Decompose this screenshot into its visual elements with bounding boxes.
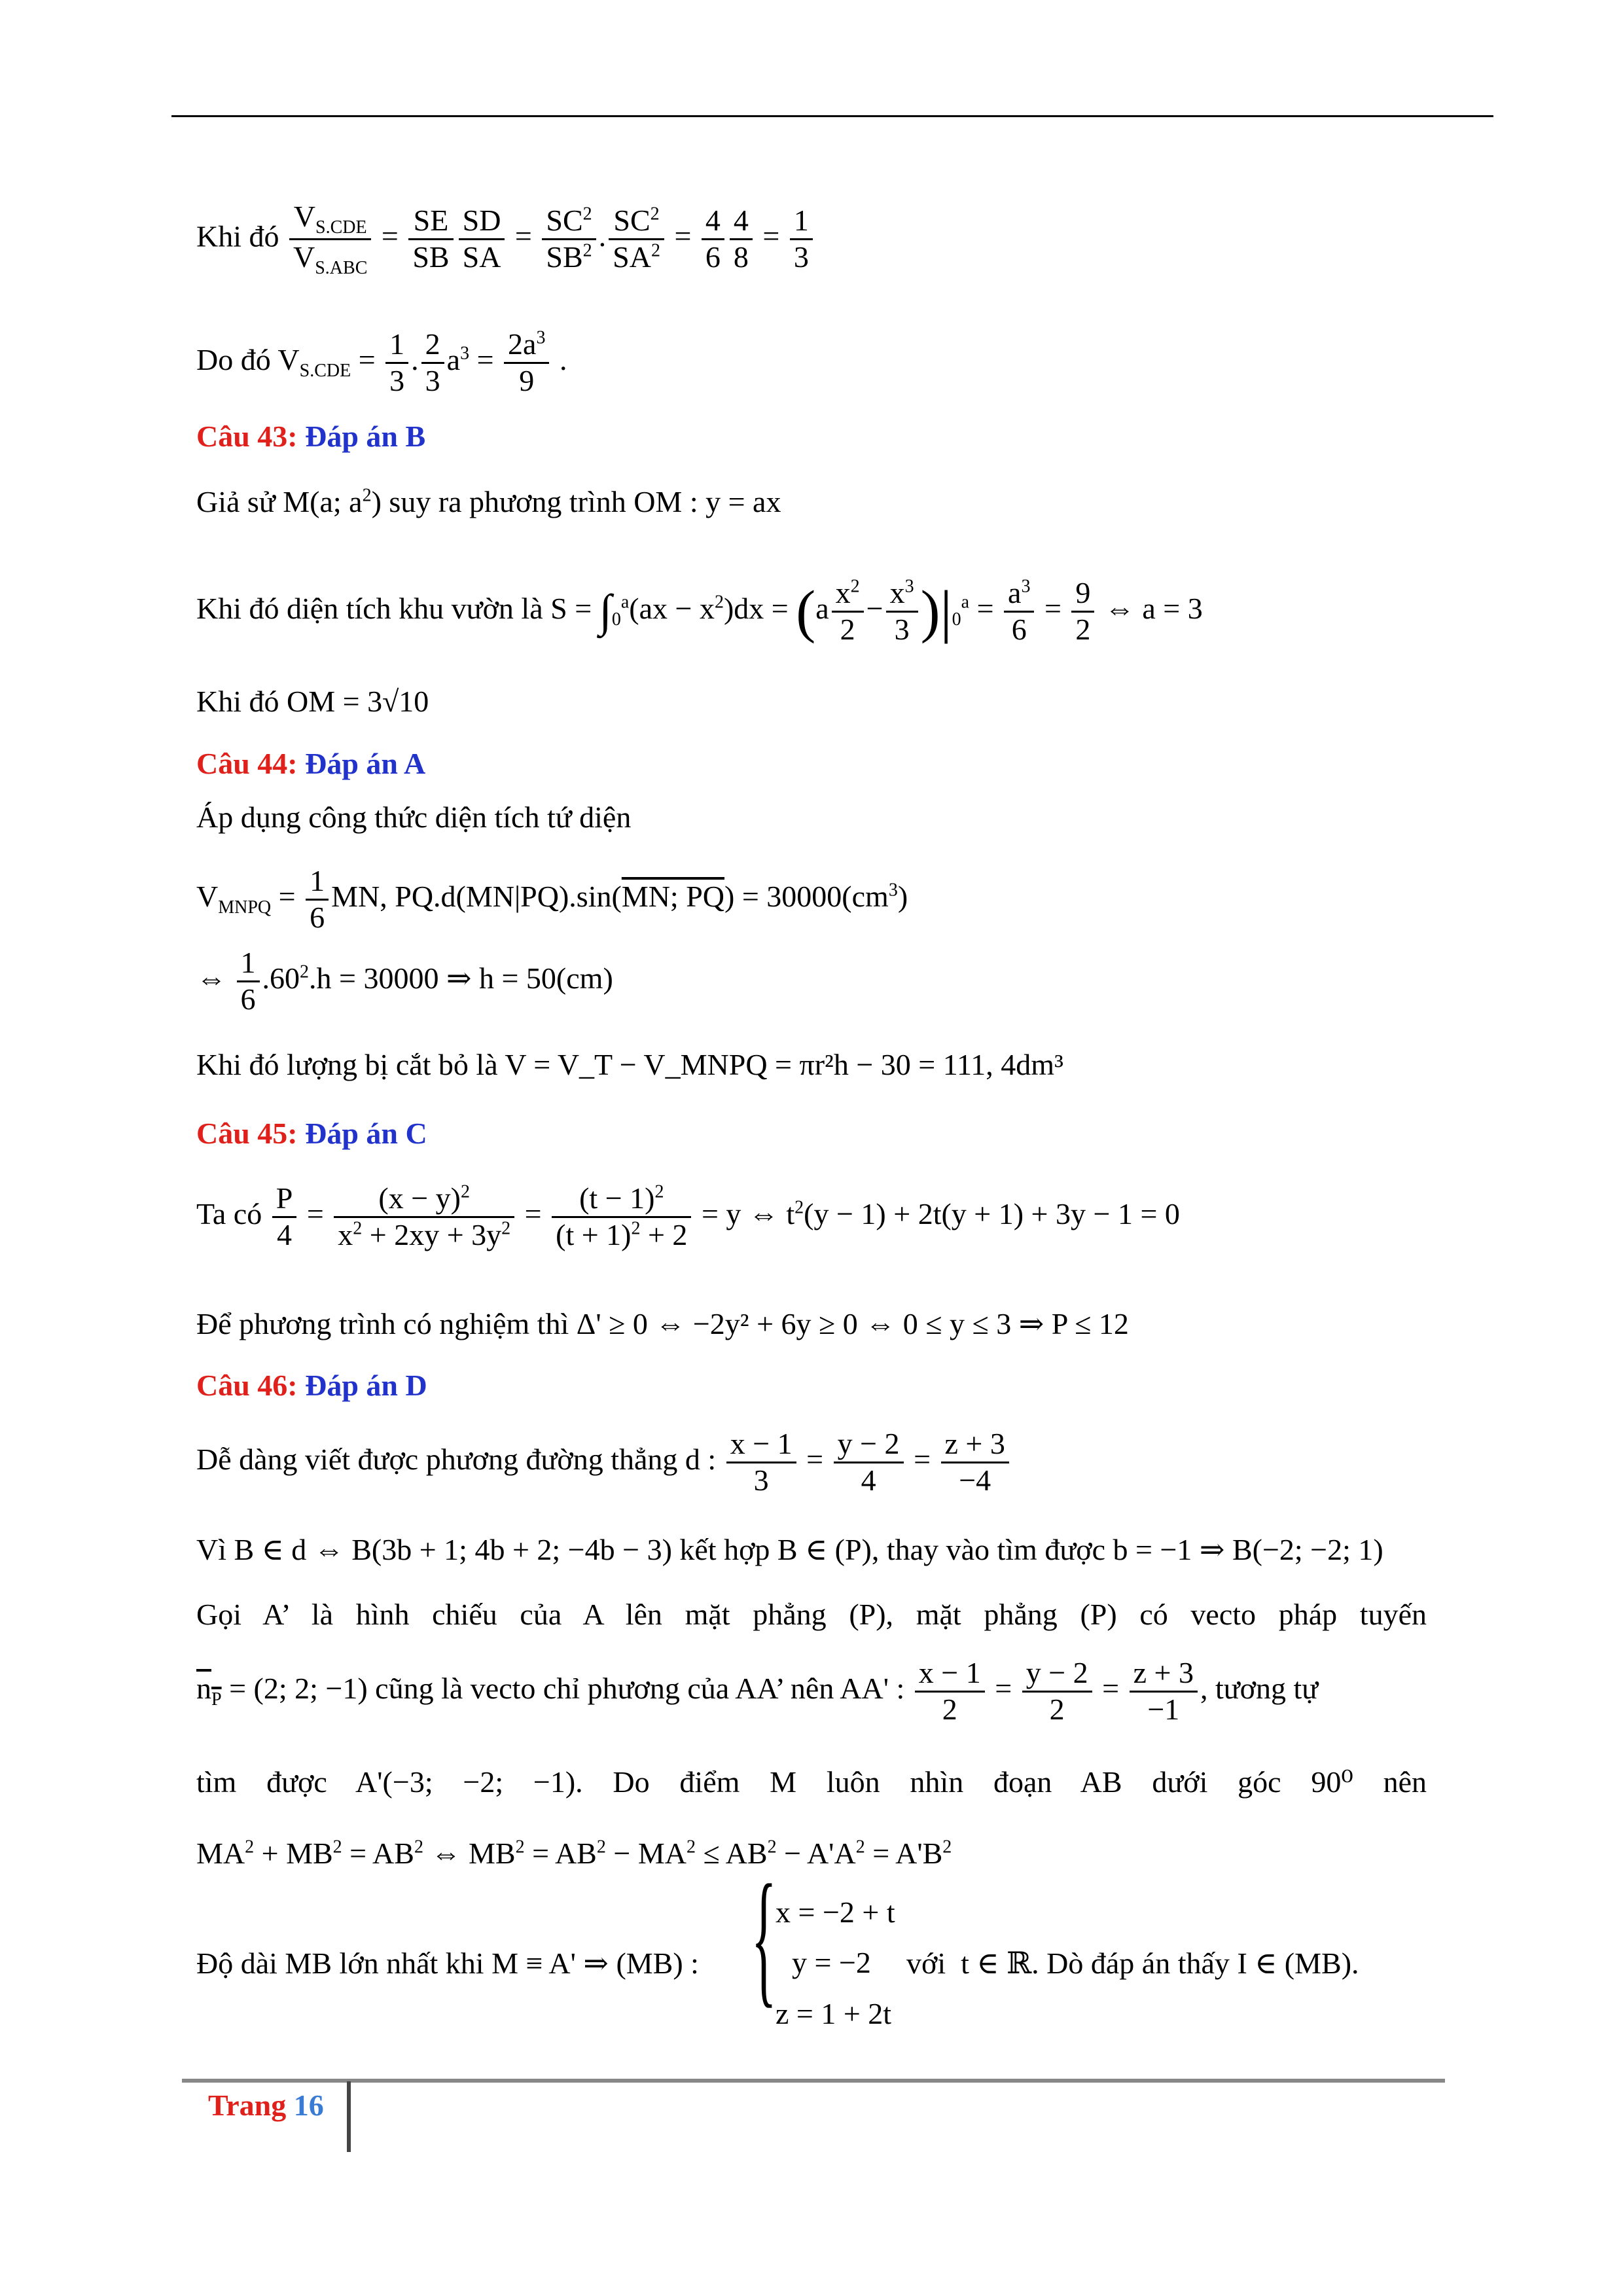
q46-l5-mid: Do điểm M luôn nhìn đoạn AB dưới góc xyxy=(613,1765,1281,1799)
q45-l2-math: Δ' ≥ 0 ⇔ −2y² + 6y ≥ 0 ⇔ 0 ≤ y ≤ 3 ⇒ P ≤ 12 xyxy=(576,1307,1129,1340)
q46-l2-math1: B ∈ d ⇔ B(3b + 1; 4b + 2; −4b − 3) xyxy=(234,1533,672,1566)
page-number xyxy=(208,2088,324,2123)
system-eq-3: z = 1 + 2t xyxy=(776,1997,892,2030)
q43-label: Câu 43: xyxy=(196,420,298,453)
q45-line2 xyxy=(196,1306,1129,1341)
q46-l5-tail: nên xyxy=(1383,1765,1427,1799)
q46-l7-lead: Độ dài MB lớn nhất khi xyxy=(196,1946,484,1980)
q46-l7-tail: . Dò đáp án thấy xyxy=(1031,1946,1230,1980)
page-label: Trang xyxy=(208,2089,287,2122)
q42-ratio-math: $\frac{V_{S.CDE}}{V_{S.ABC}}$ = $\frac{SE}{SB}$ $\frac{SD}{SA}$ = $\frac{SC^2}{SB^2}$ . $\frac{SC^2}{SA^2}$ = $\frac{4}{6}$ $\frac{4}{8}$ = $\frac{1}{3}$ xyxy=(287,219,815,253)
q44-line3: ⇔ $\frac{1}{6}$ $.60^2.h = 30000$ ⇒ h = 50(cm) xyxy=(196,946,613,1016)
q46-heading xyxy=(196,1368,427,1403)
q43-line1: Giả sử M(a; $a^2$) suy ra phương trình OM : y = ax xyxy=(196,485,781,518)
q46-l2-lead: Vì xyxy=(196,1533,226,1566)
q43-l1-lead: Giả sử xyxy=(196,485,276,518)
footer-rule xyxy=(182,2079,1445,2083)
q43-line3 xyxy=(196,684,429,719)
q46-l2-mid1: kết hợp xyxy=(679,1533,770,1566)
q43-heading xyxy=(196,419,425,454)
q46-l4-mid: cũng là vecto chỉ phương của AA’ nên xyxy=(375,1671,834,1705)
q43-l1-eq: OM : y = ax xyxy=(633,485,781,518)
footer-divider xyxy=(347,2081,351,2152)
q46-l2-math3: b = −1 ⇒ B(−2; −2; 1) xyxy=(1113,1533,1383,1566)
q46-l2-math2: B ∈ (P) xyxy=(777,1533,872,1566)
q45-label: Câu 45: xyxy=(196,1117,298,1150)
q44-l4-lead: Khi đó lượng bị cắt bỏ là xyxy=(196,1048,498,1081)
q46-l2-mid2: , thay vào tìm được xyxy=(871,1533,1106,1566)
q46-l7-end: I ∈ (MB). xyxy=(1237,1946,1359,1980)
q45-answer: Đáp án C xyxy=(305,1117,427,1150)
page-value: 16 xyxy=(293,2089,324,2122)
system-eq-1: x = −2 + t xyxy=(776,1895,895,1929)
q46-line2 xyxy=(196,1532,1383,1567)
q46-l5-angle: 90⁰ xyxy=(1311,1765,1353,1799)
q44-l4-math: V = V_T − V_MNPQ = πr²h − 30 = 111, 4dm³ xyxy=(505,1048,1063,1081)
q46-line7-tail xyxy=(906,1945,1359,1981)
q42-volume-line: Do đó $V_{S.CDE}$ = $\frac{1}{3}$ . $\frac{2}{3}$ $a^3$ = $\frac{2a^3}{9}$ . xyxy=(196,327,567,397)
q44-answer: Đáp án A xyxy=(305,747,426,780)
q46-line7 xyxy=(196,1945,699,1981)
q46-l5-lead: tìm được xyxy=(196,1765,327,1799)
q43-l3-math: OM = 3√10 xyxy=(287,685,429,718)
q46-l1-lead: Dễ dàng viết được phương đường thẳng xyxy=(196,1442,678,1476)
q44-line2: $V_{MNPQ}$ = $\frac{1}{6}$ MN, PQ.d(MN|PQ).sin(MN; $PQ) = 30000(cm^3)$ xyxy=(196,864,908,934)
q46-l4-tail: , tương tự xyxy=(1200,1671,1319,1705)
q45-l1-lead: Ta có xyxy=(196,1196,262,1230)
q43-l3-lead: Khi đó xyxy=(196,685,279,718)
q46-line4: $n_P = (2$; 2; −1) cũng là vecto chỉ phương của AA’ nên AA' : $\frac{x - 1}{2}$ = $\frac{y - 2}{2}$ = $\frac{z + 3}{-1}$ , tương tự xyxy=(196,1656,1319,1726)
system-brace: { xyxy=(751,1854,777,2020)
q44-line1: Áp dụng công thức diện tích tứ diện xyxy=(196,800,632,834)
q43-answer: Đáp án B xyxy=(305,420,426,453)
q46-label: Câu 46: xyxy=(196,1369,298,1402)
q46-l7-math: M ≡ A' ⇒ (MB) : xyxy=(491,1946,699,1980)
q46-answer: Đáp án D xyxy=(305,1369,427,1402)
q46-l7-with: với xyxy=(906,1946,946,1980)
q43-line2: Khi đó diện tích khu vườn là $S = \int_0^a(ax - x^2)dx = (a$ $\frac{x^2}{2}$ − $\frac{x^3}{3}$ )$|_0^a$ = $\frac{a^3}{6}$ = $\frac{9}{2}$ ⇔ a = 3 xyxy=(196,576,1203,646)
q44-heading xyxy=(196,746,425,781)
header-rule xyxy=(171,115,1493,117)
q42-lead: Khi đó xyxy=(196,219,279,253)
q46-line1: Dễ dàng viết được phương đường thẳng d : $\frac{x - 1}{3}$ = $\frac{y - 2}{4}$ = $\frac{z + 3}{-4}$ xyxy=(196,1427,1012,1498)
q45-line1: Ta có $\frac{P}{4}$ = $\frac{(x - y)^2}{x^2 + 2xy + 3y^2}$ = $\frac{(t - 1)^2}{(t + 1)^2 + 2}$ = y ⇔ $t^2(y - 1) + 2t(y + 1) + 3y - 1 = 0$ xyxy=(196,1181,1180,1251)
q42-lead-2: Do đó xyxy=(196,342,271,376)
q44-label: Câu 44: xyxy=(196,747,298,780)
q46-line5 xyxy=(196,1764,1427,1799)
q46-line3: Gọi A’ là hình chiếu của A lên mặt phẳng (P), mặt phẳng (P) có vecto pháp tuyến xyxy=(196,1598,1427,1631)
q46-line6: $MA^2 + MB^2 = AB^2$ ⇔ $MB^2 = AB^2 - MA^2 \le AB^2 - A'A^2 = A'B^2$ xyxy=(196,1837,952,1870)
q44-line4 xyxy=(196,1047,1063,1082)
q45-l2-lead: Để phương trình có nghiệm thì xyxy=(196,1307,569,1340)
q42-ratio-line xyxy=(196,200,815,279)
q46-l5-math: A'(−3; −2; −1). xyxy=(355,1765,583,1799)
q45-heading xyxy=(196,1116,427,1151)
q46-l7-t: t ∈ ℝ xyxy=(961,1946,1032,1980)
q43-l1-mid: suy ra phương trình xyxy=(389,485,626,518)
system-eq-2: y = −2 xyxy=(792,1946,871,1979)
q43-l2-lead: Khi đó diện tích khu vườn là xyxy=(196,591,543,625)
